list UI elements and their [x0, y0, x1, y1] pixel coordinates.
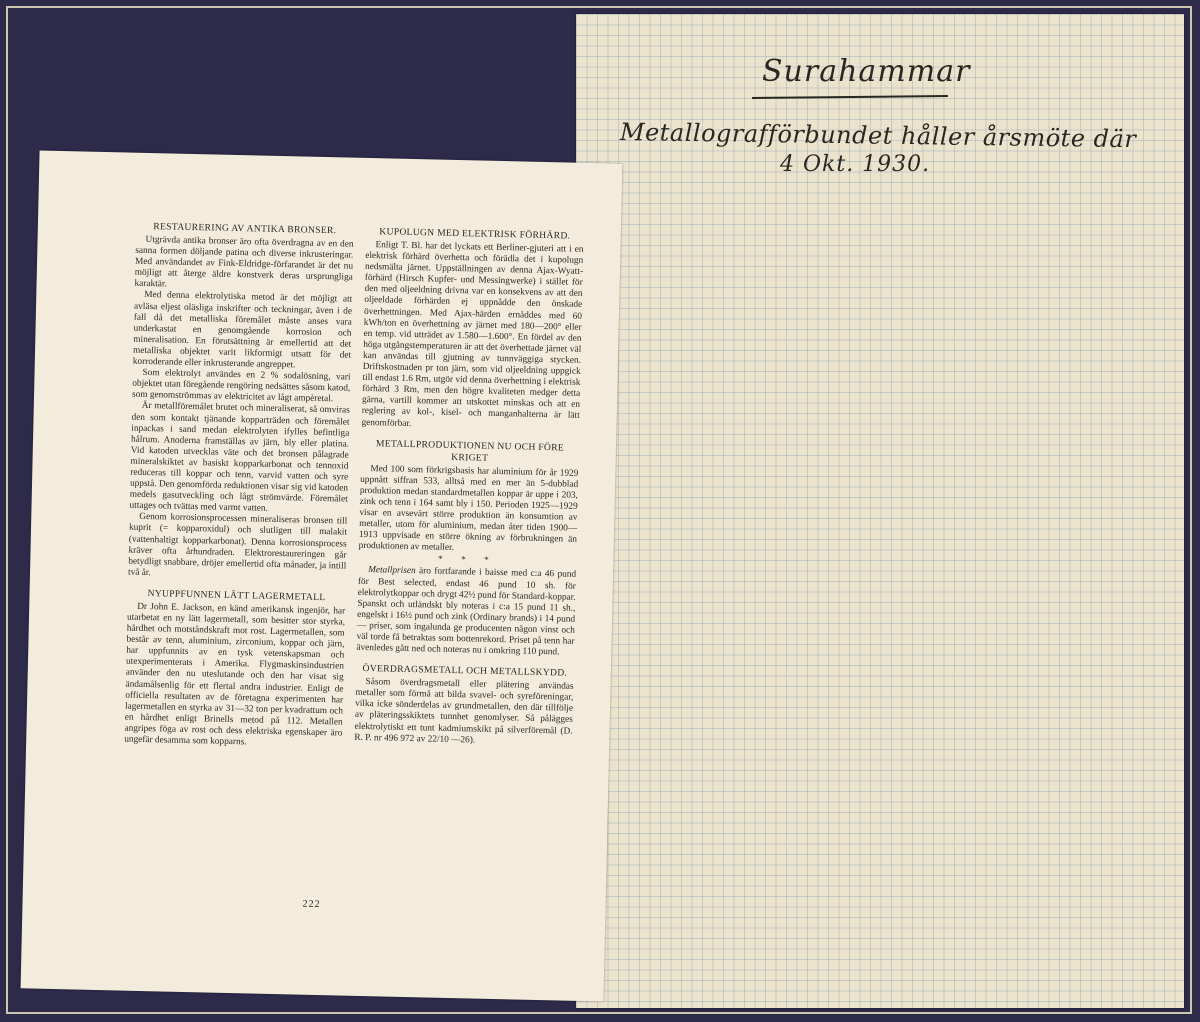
title-underline — [752, 95, 948, 99]
paragraph: Som elektrolyt användes en 2 % sodalösning, vari objektet utan föregående rengöring nedsättes såsom katod, som genomströmmas av elektricitet av lågt ampèretal. — [131, 368, 351, 405]
handwritten-title: Surahammar — [762, 54, 971, 89]
heading-lagermetall: NYUPPFUNNEN LÄTT LAGERMETALL — [147, 587, 326, 604]
page-number: 222 — [302, 898, 321, 911]
heading-overdragsmetall: ÖVERDRAGSMETALL OCH METALLSKYDD. — [362, 663, 568, 679]
paragraph-text: äro fortfarande i baisse med c:a 46 pund för Best selected, endast 46 pund 10 sh. för elektrolytkoppar och drygt 42½ pund för Standard-koppar. Spanskt och utländskt bly noteras i c:a 15 pund 11 sh., engelskt i 16½ pund och zink (Ordinary brands) i 14 pund — priser, som ingalunda ge producenten någon vinst och väl torde få betraktas som bottenrekord. Priset på tenn har ävenledes gått ned och noteras nu i omkring 110 pund. — [356, 566, 577, 658]
right-column — [354, 226, 584, 749]
paragraph-metallprisen — [356, 565, 576, 659]
handwritten-note-line1: Metallografförbundet håller årsmöte där — [619, 118, 1137, 154]
heading-metallproduktionen: METALLPRODUKTIONEN NU OCH FÖRE KRIGET — [375, 437, 565, 464]
heading-kupolugn: KUPOLUGN MED ELEKTRISK FÖRHÄRD. — [379, 226, 571, 242]
grid-paper-sheet — [576, 14, 1184, 1008]
paragraph: Dr John E. Jackson, en känd amerikansk ingenjör, har utarbetat en ny lätt lagermetall, som besitter stor styrka, hårdhet och motståndskraft mot rost. Lagermetallen, som består av tenn, aluminium, zirconium, koppar och järn, har uppfunnits av en tysk vetenskapsman och utexperimenterats i Amerika. Flygmaskinsindustrien använder den nu uteslutande och den har visat sig ändamålsenlig för ett flertal andra industrier. Enligt de officiella resultaten av de företagna experimenten har lagermetallen en styrka av 31—32 ton per kvadrattum och en hårdhet enligt Brinells metod på 112. Metallen angripes föga av rost och dess elektriska egenskaper äro ungefär desamma som kopparns. — [124, 601, 346, 748]
paragraph: Är metallföremålet brutet och mineraliserat, så omviras den som kontakt tjänande kopparträden och föremålet inpackas i sand medan elektrolyten ifylles befintliga hålrum. Anoderna framställas av järn, bly eller platina. Vid katoden utvecklas väte och det bronsen pålagrade mineralskiktet av basiskt kopparkarbonat och tennoxid reduceras till koppar och tenn, varvid vatten och syre uppstå. Den genomförda reduktionen visar sig vid katoden medels gasutveckling och lågt strömvärde. Föremålet uttages och tvättas med varmt vatten. — [129, 401, 350, 515]
italic-lead: Metallprisen — [368, 565, 416, 577]
left-column — [124, 221, 354, 751]
paragraph: Såsom överdragsmetall eller plätering användas metaller som förmå att bilda svavel- och syreföreningar, vilka icke sönderdelas av grundmetallen, den där tillfölje av pläteringsskiktets tunnhet genomlyser. Så pålägges elektrolytiskt ett tunt kadmiumskikt på silverföremål (D. R. P. nr 496 972 av 22/10 —26). — [354, 677, 574, 746]
heading-restaurering: RESTAURERING AV ANTIKA BRONSER. — [153, 221, 337, 237]
section-divider-stars: * * * — [437, 554, 497, 567]
paragraph: Enligt T. Bl. har det lyckats ett Berliner-gjuteri att i en elektrisk förhärd överhetta och förädla det i kupolugn nedsmälta järnet. Uppställningen av denna Ajax-Wyatt-förhärd (Hirsch Kupfer- und Messingwerke) i stället för den med oljeeldning drivna var en konsekvens av att den oljeeldade förhärden ej uppnådde den önskade överhettningen. Med Ajax-härden ernåddes med 60 kWh/ton en överhettning av järnet med 180—200° eller en temp. vid utträdet av 1.580—1.600°. En fördel av den höga utgångstemperaturen är att det överhettade järnet väl kan användas till gjutning av tunnväggiga stycken. Driftskostnaden pr ton järn, som vid oljeeldning uppgick till endast 1.6 Rm, utgör vid denna överhettning i elektrisk förhärd 3 Rm, men den högre kvaliteten medger detta gärna, vartill kommer att utskottet minskas och att en reglering av kol-, kisel- och manganhalterna är lätt genomförbar. — [361, 240, 584, 429]
paragraph: Med denna elektrolytiska metod är det möjligt att avläsa eljest oläsliga inskrifter och teckningar, även i de fall då det metalliska föremålet måste anses vara underkastat en genomgående korrosion och mineralisation. En förutsättning är emellertid att det metalliska objektet varit likformigt utsatt för det korroderande eller inkrusterande angreppet. — [132, 290, 353, 371]
paragraph: Genom korrosionsprocessen mineraliseras bronsen till kuprit (= kopparoxidul) och slutligen till malakit (vattenhaltigt kopparkarbonat). Denna korrosionsprocess kräver ofta århundraden. Elektrorestaureringen går betydligt snabbare, dröjer emellertid ofta månader, ja intill två år. — [127, 512, 348, 578]
paragraph: Utgrävda antika bronser äro ofta överdragna av en den sanna formen döljande patina och diverse inkrusteringar. Med användandet av Fink-Eldridge-förfarandet är det nu möjligt att återge äldre konstverk deras ursprungliga karaktär. — [134, 234, 354, 290]
paragraph: Med 100 som förkrigsbasis har aluminium för år 1929 uppnått siffran 533, alltså med en mer än 5-dubblad produktion medan standardmetallen koppar är uppe i 203, zink och tenn i 164 samt bly i 150. Perioden 1925—1929 visar en avsevärt större produktion än konsumtion av metaller, utom för aluminium, medan åter tiden 1900—1913 uppvisade en större ökning av förbrukningen än produktionen av metaller. — [358, 463, 579, 554]
printed-page-clipping — [21, 150, 623, 1001]
handwritten-note-date: 4 Okt. 1930. — [780, 152, 931, 177]
